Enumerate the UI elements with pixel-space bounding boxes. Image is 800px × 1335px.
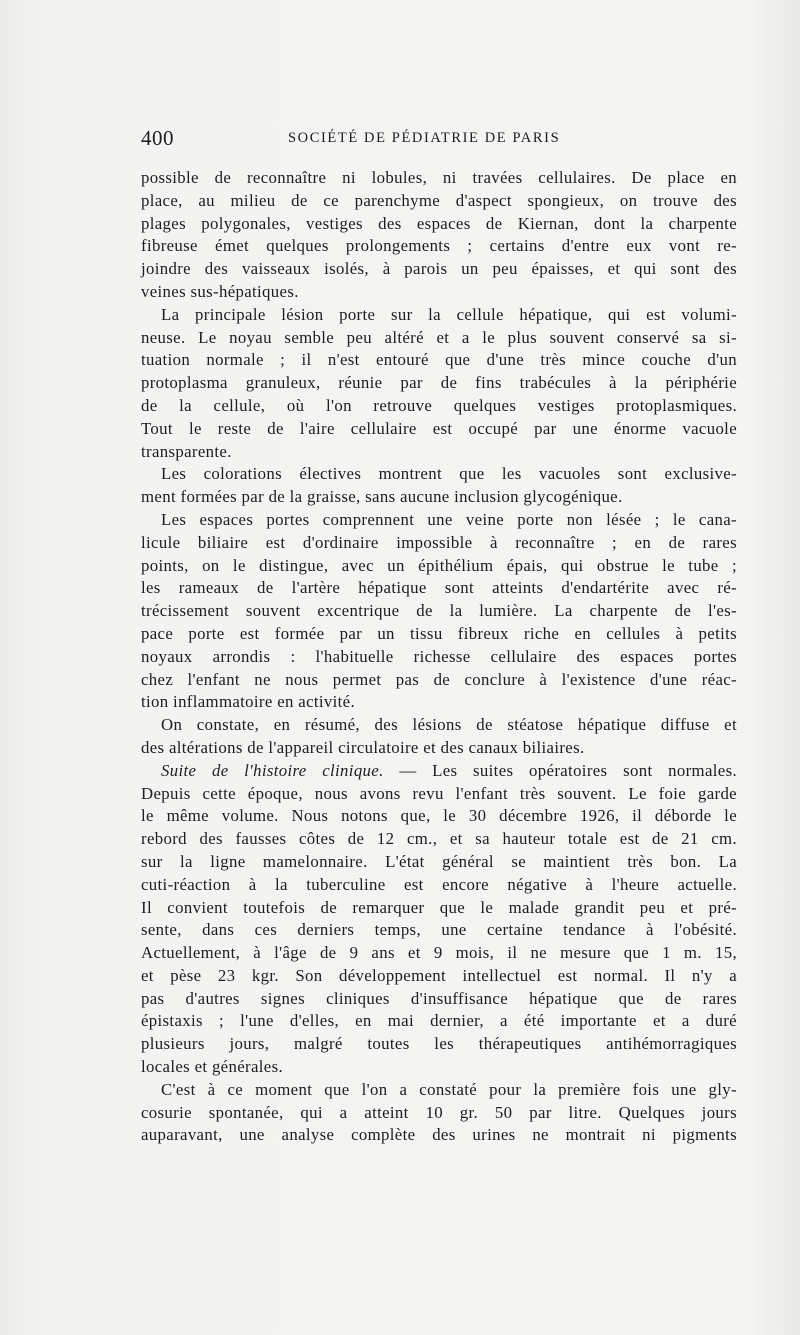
text-line: transparente. xyxy=(141,441,232,461)
text-line: cosurie spontanée, qui a atteint 10 gr. 50 par litre. Quelques jours xyxy=(141,1102,737,1122)
running-head: SOCIÉTÉ DE PÉDIATRIE DE PARIS xyxy=(288,130,561,146)
text-line: licule biliaire est d'ordinaire impossible à reconnaître ; en de rares xyxy=(141,532,737,552)
page-header xyxy=(141,126,737,156)
text-line: place, au milieu de ce parenchyme d'aspect spongieux, on trouve des xyxy=(141,190,737,210)
text-line: veines sus-hépatiques. xyxy=(141,281,299,301)
text-line: trécissement souvent excentrique de la lumière. La charpente de l'es- xyxy=(141,601,737,621)
text-line: possible de reconnaître ni lobules, ni travées cellulaires. De place en xyxy=(141,168,737,187)
text-line-rest: — Les suites opératoires sont normales. xyxy=(399,760,737,780)
text-line: cuti-réaction à la tuberculine est encore négative à l'heure actuelle. xyxy=(141,874,737,894)
text-line: les rameaux de l'artère hépatique sont atteints d'endartérite avec ré- xyxy=(141,578,737,598)
text-line: locales et générales. xyxy=(141,1057,283,1077)
text-line: Les colorations électives montrent que les vacuoles sont exclusive- xyxy=(161,464,737,484)
text-line: pas d'autres signes cliniques d'insuffisance hépatique que de rares xyxy=(141,988,737,1008)
text-line: Actuellement, à l'âge de 9 ans et 9 mois, il ne mesure que 1 m. 15, xyxy=(141,943,737,963)
text-line: le même volume. Nous notons que, le 30 décembre 1926, il déborde le xyxy=(141,806,737,826)
text-line: sur la ligne mamelonnaire. L'état général se maintient très bon. La xyxy=(141,851,737,871)
text-line: sente, dans ces derniers temps, une certaine tendance à l'obésité. xyxy=(141,920,737,940)
text-line: plusieurs jours, malgré toutes les thérapeutiques antihémorragiques xyxy=(141,1034,737,1054)
text-line: joindre des vaisseaux isolés, à parois un peu épaisses, et qui sont des xyxy=(141,259,737,279)
text-line: et pèse 23 kgr. Son développement intellectuel est normal. Il n'y a xyxy=(141,965,737,985)
text-line: chez l'enfant ne nous permet pas de conclure à l'existence d'une réac- xyxy=(141,669,737,689)
body-text xyxy=(141,167,737,1147)
text-line: La principale lésion porte sur la cellule hépatique, qui est volumi- xyxy=(161,304,737,324)
text-line: noyaux arrondis : l'habituelle richesse cellulaire des espaces portes xyxy=(141,646,737,666)
text-line: tion inflammatoire en activité. xyxy=(141,692,356,712)
text-line: Il convient toutefois de remarquer que le malade grandit peu et pré- xyxy=(141,897,737,917)
text-line: pace porte est formée par un tissu fibreux riche en cellules à petits xyxy=(141,623,737,643)
text-line: C'est à ce moment que l'on a constaté pour la première fois une gly- xyxy=(161,1079,737,1099)
text-line: rebord des fausses côtes de 12 cm., et sa hauteur totale est de 21 cm. xyxy=(141,829,737,849)
text-line: neuse. Le noyau semble peu altéré et a le plus souvent conservé sa si- xyxy=(141,327,737,347)
text-line xyxy=(141,760,737,783)
text-line: fibreuse émet quelques prolongements ; certains d'entre eux vont re- xyxy=(141,236,737,256)
page-number: 400 xyxy=(141,126,174,150)
text-line: épistaxis ; l'une d'elles, en mai dernier, a été importante et a duré xyxy=(141,1011,737,1031)
text-line: On constate, en résumé, des lésions de stéatose hépatique diffuse et xyxy=(161,715,737,735)
italic-heading: Suite de l'histoire clinique. xyxy=(161,760,384,780)
text-line: de la cellule, où l'on retrouve quelques vestiges protoplasmiques. xyxy=(141,395,737,415)
text-line: Depuis cette époque, nous avons revu l'enfant très souvent. Le foie garde xyxy=(141,783,737,803)
text-line: Tout le reste de l'aire cellulaire est occupé par une énorme vacuole xyxy=(141,418,737,438)
text-line: Les espaces portes comprennent une veine porte non lésée ; le cana- xyxy=(161,509,737,529)
text-line: des altérations de l'appareil circulatoire et des canaux biliaires. xyxy=(141,737,585,757)
text-line: protoplasma granuleux, réunie par de fins trabécules à la périphérie xyxy=(141,373,737,393)
text-line: points, on le distingue, avec un épithélium épais, qui obstrue le tube ; xyxy=(141,555,737,575)
text-line: tuation normale ; il n'est entouré que d'une très mince couche d'un xyxy=(141,350,737,370)
text-line: plages polygonales, vestiges des espaces de Kiernan, dont la charpente xyxy=(141,213,737,233)
text-line: auparavant, une analyse complète des urines ne montrait ni pigments xyxy=(141,1125,737,1145)
text-line: ment formées par de la graisse, sans aucune inclusion glycogénique. xyxy=(141,487,623,507)
